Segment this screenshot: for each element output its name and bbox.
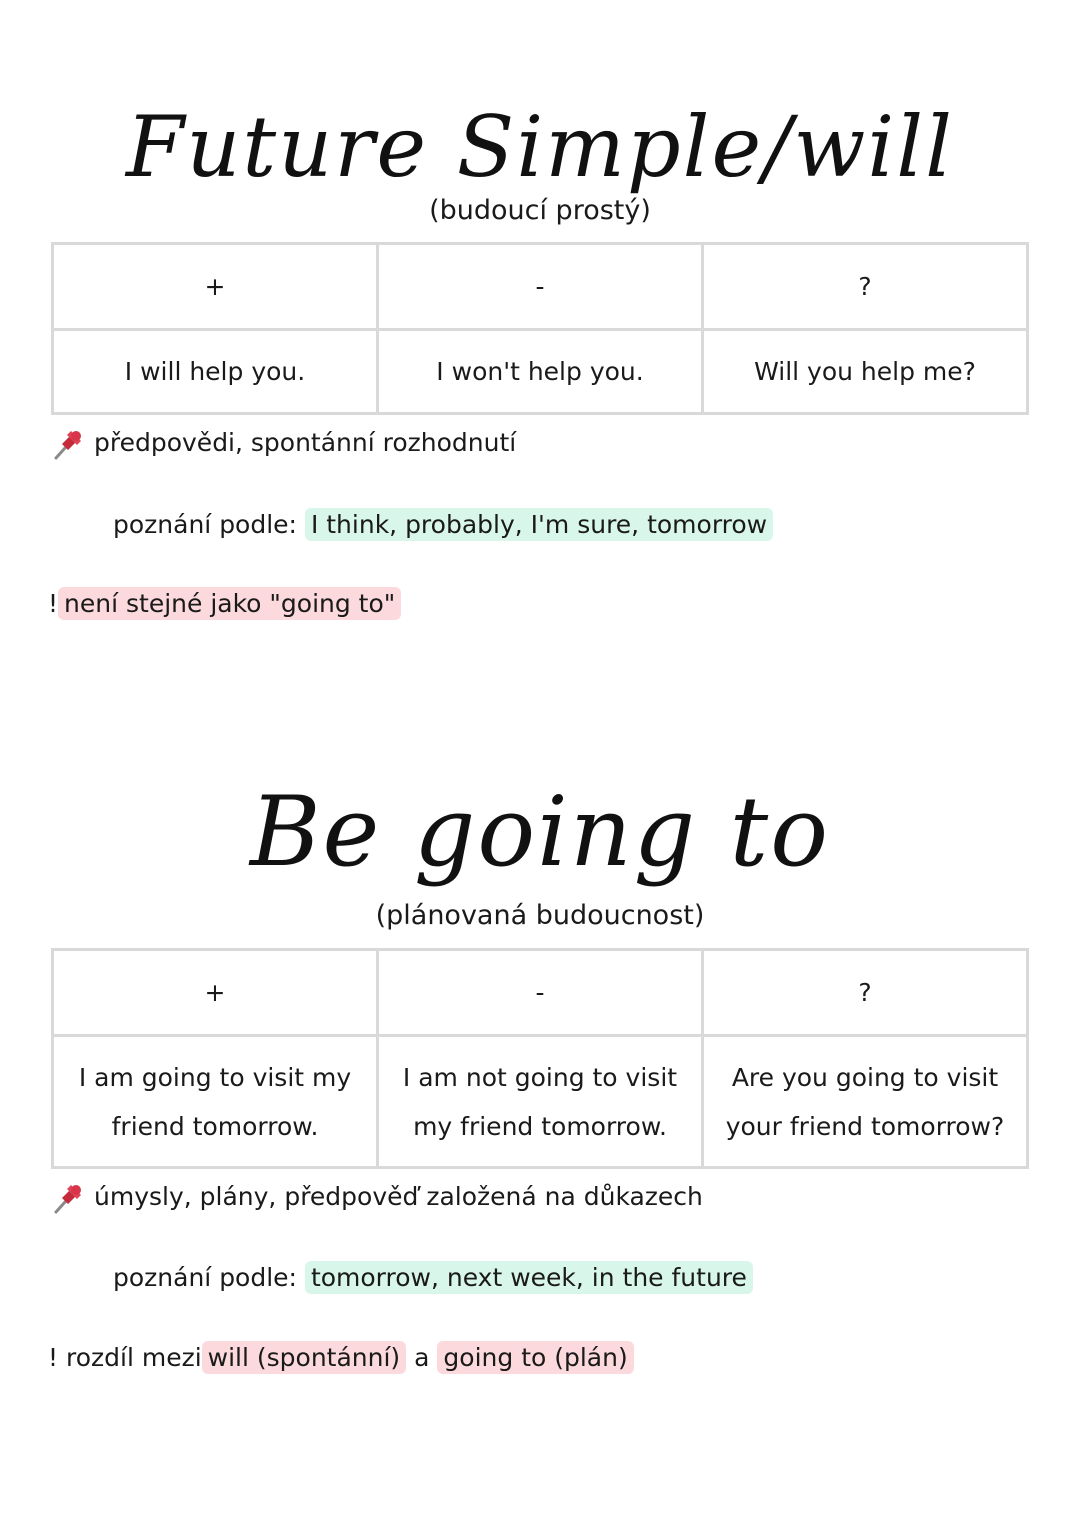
note-exclamation: ! bbox=[48, 589, 59, 618]
cell-negative bbox=[378, 1036, 703, 1168]
section2-usage-text: úmysly, plány, předpověď založená na důkazech bbox=[94, 1182, 703, 1211]
cell-negative-line2: my friend tomorrow. bbox=[413, 1111, 667, 1141]
section2-usage bbox=[50, 1179, 703, 1216]
section2-note bbox=[48, 1340, 634, 1376]
pushpin-icon bbox=[50, 426, 86, 462]
note-highlight-going-to: going to (plán) bbox=[437, 1341, 633, 1374]
header-question: ? bbox=[703, 244, 1028, 330]
recognition-words-highlight: tomorrow, next week, in the future bbox=[305, 1261, 753, 1294]
section2-recognition bbox=[113, 1260, 753, 1296]
cell-question: Will you help me? bbox=[703, 330, 1028, 414]
section2-table bbox=[51, 948, 1029, 1169]
cell-negative: I won't help you. bbox=[378, 330, 703, 414]
section2-subtitle: (plánovaná budoucnost) bbox=[375, 900, 705, 931]
header-negative: - bbox=[378, 244, 703, 330]
header-positive: + bbox=[53, 244, 378, 330]
recognition-label: poznání podle: bbox=[113, 510, 297, 539]
section2-title: Be going to bbox=[250, 776, 830, 888]
section1-title: Future Simple/will bbox=[125, 98, 954, 196]
cell-positive-line2: friend tomorrow. bbox=[111, 1111, 319, 1141]
header-positive: + bbox=[53, 950, 378, 1036]
cell-positive-line1: I am going to visit my bbox=[78, 1062, 352, 1092]
note-connector: a bbox=[414, 1343, 430, 1372]
note-highlight-will: will (spontánní) bbox=[202, 1341, 407, 1374]
section1-table bbox=[51, 242, 1029, 415]
cell-question bbox=[703, 1036, 1028, 1168]
note-exclamation: ! bbox=[48, 1343, 59, 1372]
note-highlight: není stejné jako "going to" bbox=[58, 587, 401, 620]
header-question: ? bbox=[703, 950, 1028, 1036]
section1-note bbox=[48, 586, 401, 622]
section1-usage bbox=[50, 425, 516, 462]
cell-positive bbox=[53, 1036, 378, 1168]
pushpin-icon bbox=[50, 1180, 86, 1216]
cell-negative-line1: I am not going to visit bbox=[402, 1062, 678, 1092]
cell-question-line2: your friend tomorrow? bbox=[725, 1111, 1005, 1141]
note-text: rozdíl mezi bbox=[65, 1343, 202, 1372]
cell-positive: I will help you. bbox=[53, 330, 378, 414]
section1-recognition bbox=[113, 507, 773, 543]
section1-usage-text: předpovědi, spontánní rozhodnutí bbox=[94, 428, 517, 457]
header-negative: - bbox=[378, 950, 703, 1036]
section1-subtitle: (budoucí prostý) bbox=[429, 195, 651, 226]
recognition-words-highlight: I think, probably, I'm sure, tomorrow bbox=[305, 508, 773, 541]
recognition-label: poznání podle: bbox=[113, 1263, 297, 1292]
cell-question-line1: Are you going to visit bbox=[731, 1062, 999, 1092]
